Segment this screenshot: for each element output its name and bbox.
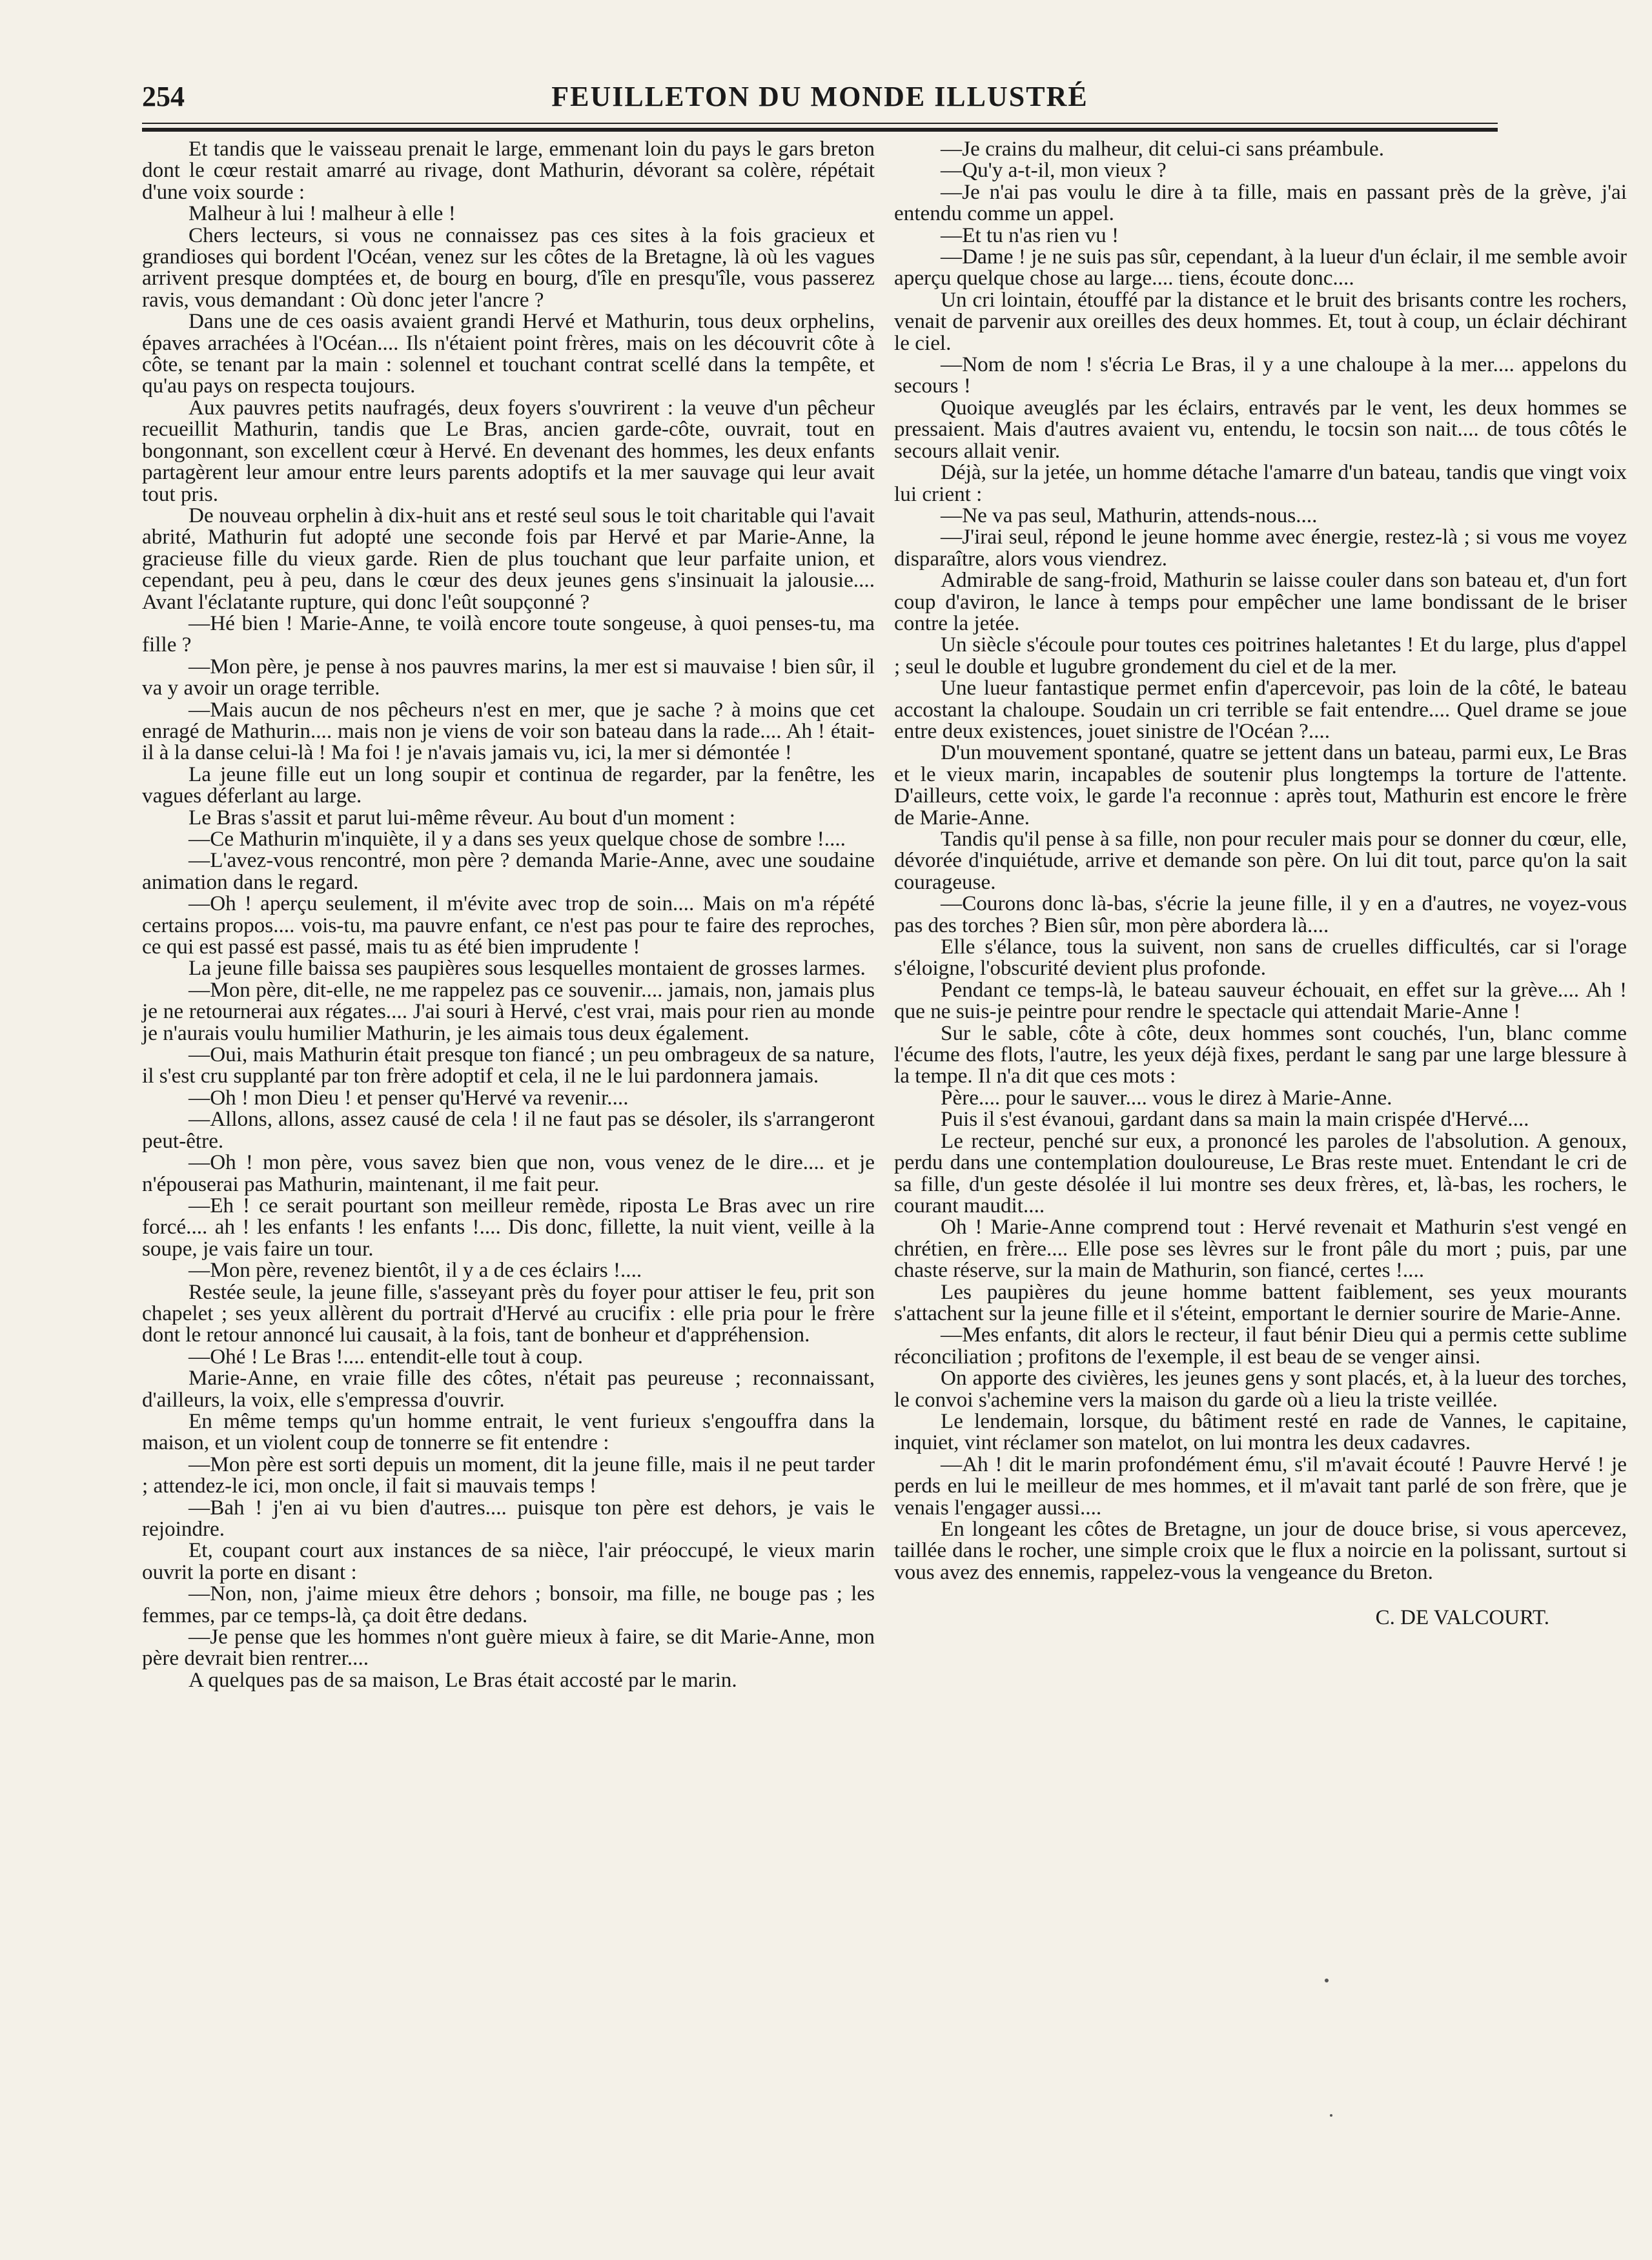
paragraph: La jeune fille baissa ses paupières sous lesquelles montaient de grosses larmes. (189, 956, 866, 981)
paragraph: Déjà, sur la jetée, un homme détache l'amarre d'un bateau, tandis que vingt voix lui crient : (894, 460, 1627, 506)
paragraph: Puis il s'est évanoui, gardant dans sa main la main crispée d'Hervé.... (941, 1107, 1529, 1132)
paragraph: —Oui, mais Mathurin était presque ton fiancé ; un peu ombrageux de sa nature, il s'est cru supplanté par ton frère adoptif et cela, il ne le lui pardonnera jamais. (142, 1043, 875, 1088)
paragraph: Dans une de ces oasis avaient grandi Hervé et Mathurin, tous deux orphelins, épaves arrachées à l'Océan.... Ils n'étaient point frères, mais on les découvrit côte à côte, se tenant par la main : solennel et touchant contrat scellé dans la tempête, et qu'au pays on respecta toujours. (142, 309, 875, 398)
paragraph: A quelques pas de sa maison, Le Bras était accosté par le marin. (189, 1667, 737, 1692)
paragraph: Elle s'élance, tous la suivent, non sans de cruelles difficultés, car si l'orage s'éloigne, l'obscurité devient plus profonde. (894, 935, 1627, 981)
paragraph: —Qu'y a-t-il, mon vieux ? (941, 158, 1167, 183)
paragraph: —Mais aucun de nos pêcheurs n'est en mer, que je sache ? à moins que cet enragé de Mathurin.... mais non je viens de voir son bateau dans la rade.... Ah ! était-il à la danse celui-là ! Ma foi ! je n'avais jamais vu, ici, la mer si démontée ! (142, 697, 875, 765)
paragraph: Quoique aveuglés par les éclairs, entravés par le vent, les deux hommes se pressaient. Mais d'autres avaient vu, entendu, le tocsin son nait.... de tous côtés le secours allait venir. (894, 395, 1627, 463)
paragraph: Un cri lointain, étouffé par la distance et le bruit des brisants contre les rochers, venait de parvenir aux oreilles des deux hommes. Et, tout à coup, un éclair déchirant le ciel. (894, 287, 1627, 355)
page-number: 254 (142, 81, 185, 112)
paragraph: —Ne va pas seul, Mathurin, attends-nous.... (941, 503, 1318, 527)
paragraph: Un siècle s'écoule pour toutes ces poitrines haletantes ! Et du large, plus d'appel ; seul le double et lugubre grondement du ciel et de la mer. (894, 633, 1627, 678)
paragraph: La jeune fille eut un long soupir et continua de regarder, par la fenêtre, les vagues déferlant au large. (142, 762, 875, 808)
paragraph: —Dame ! je ne suis pas sûr, cependant, à la lueur d'un éclair, il me semble avoir aperçu quelque chose au large.... tiens, écoute donc.... (894, 245, 1627, 290)
paragraph: —L'avez-vous rencontré, mon père ? demanda Marie-Anne, avec une soudaine animation dans le regard. (142, 848, 875, 894)
paragraph: On apporte des civières, les jeunes gens y sont placés, et, à la lueur des torches, le convoi s'achemine vers la maison du garde où a lieu la triste veillée. (894, 1366, 1627, 1412)
paragraph: —Eh ! ce serait pourtant son meilleur remède, riposta Le Bras avec un rire forcé.... ah ! les enfants ! les enfants !.... Dis donc, fillette, la nuit vient, veille à la soupe, je vais faire un tour. (142, 1193, 875, 1261)
paragraph: Malheur à lui ! malheur à elle ! (189, 201, 456, 226)
paragraph: —Mon père, je pense à nos pauvres marins, la mer est si mauvaise ! bien sûr, il va y avoir un orage terrible. (142, 654, 875, 700)
paragraph: Les paupières du jeune homme battent faiblement, ses yeux mourants s'attachent sur la jeune fille et il s'éteint, emportant le dernier sourire de Marie-Anne. (894, 1279, 1627, 1325)
paragraph: —Oh ! aperçu seulement, il m'évite avec trop de soin.... Mais on m'a répété certains propos.... vois-tu, ma pauvre enfant, ce n'est pas pour te faire des reproches, ce qui est passé est passé, mais tu as été bien imprudente ! (142, 891, 875, 959)
paragraph: —Et tu n'as rien vu ! (941, 223, 1119, 247)
paragraph: Oh ! Marie-Anne comprend tout : Hervé revenait et Mathurin s'est vengé en chrétien, en frère.... Elle pose ses lèvres sur le front pâle du mort ; puis, par une chaste réserve, sur la main de Mathurin, son fiancé, certes !.... (894, 1215, 1627, 1283)
right-column-paragraphs (894, 138, 1627, 1583)
paragraph: —Je n'ai pas voulu le dire à ta fille, mais en passant près de la grève, j'ai entendu comme un appel. (894, 179, 1627, 226)
paragraph: Sur le sable, côte à côte, deux hommes sont couchés, l'un, blanc comme l'écume des flots, l'autre, les yeux déjà fixes, perdant le sang par une large blessure à la tempe. Il n'a dit que ces mots : (894, 1021, 1627, 1088)
paragraph: —Non, non, j'aime mieux être dehors ; bonsoir, ma fille, ne bouge pas ; les femmes, par ce temps-là, ça doit être dedans. (142, 1582, 875, 1627)
right-column (894, 138, 1627, 1629)
paragraph: —Je pense que les hommes n'ont guère mieux à faire, se dit Marie-Anne, mon père devrait bien rentrer.... (142, 1625, 875, 1671)
paragraph: —Allons, allons, assez causé de cela ! il ne faut pas se désoler, ils s'arrangeront peut-être. (142, 1107, 875, 1153)
paragraph: —Oh ! mon père, vous savez bien que non, vous venez de le dire.... et je n'épouserai pas Mathurin, maintenant, il me fait peur. (142, 1150, 875, 1196)
paragraph: Restée seule, la jeune fille, s'asseyant près du foyer pour attiser le feu, prit son chapelet ; ses yeux allèrent du portrait d'Hervé au crucifix : elle pria pour le frère dont le retour annoncé lui causait, à la fois, tant de bonheur et d'appréhension. (142, 1279, 875, 1347)
paragraph: —Hé bien ! Marie-Anne, te voilà encore toute songeuse, à quoi penses-tu, ma fille ? (142, 611, 875, 657)
paragraph: Et, coupant court aux instances de sa nièce, l'air préoccupé, le vieux marin ouvrit la porte en disant : (142, 1538, 875, 1584)
paragraph: —J'irai seul, répond le jeune homme avec énergie, restez-là ; si vous me voyez disparaître, alors vous viendrez. (894, 525, 1627, 571)
paragraph: Le lendemain, lorsque, du bâtiment resté en rade de Vannes, le capitaine, inquiet, vint réclamer son matelot, on lui montra les deux cadavres. (894, 1409, 1627, 1455)
paragraph: —Ce Mathurin m'inquiète, il y a dans ses yeux quelque chose de sombre !.... (189, 827, 846, 851)
paragraph: Le Bras s'assit et parut lui-même rêveur. Au bout d'un moment : (189, 805, 736, 830)
paragraph: De nouveau orphelin à dix-huit ans et resté seul sous le toit charitable qui l'avait abrité, Mathurin fut adopté une seconde fois par Hervé et par Marie-Anne, la gracieuse fille du vieux garde. Rien de plus touchant que leur parfaite union, et cependant, peu à peu, dans le cœur des deux jeunes gens s'insinuait la jalousie.... Avant l'éclatante rupture, qui donc l'eût soupçonné ? (142, 503, 875, 614)
paragraph: En longeant les côtes de Bretagne, un jour de douce brise, si vous apercevez, taillée dans le rocher, une simple croix que le flux a noircie en la polissant, surtout si vous avez des ennemis, rappelez-vous la vengeance du Breton. (894, 1517, 1627, 1584)
paragraph: —Je crains du malheur, dit celui-ci sans préambule. (941, 137, 1385, 161)
paragraph: —Oh ! mon Dieu ! et penser qu'Hervé va revenir.... (189, 1085, 629, 1110)
paragraph: Aux pauvres petits naufragés, deux foyers s'ouvrirent : la veuve d'un pêcheur recueillit Mathurin, tandis que Le Bras, ancien garde-côte, ouvrait, tout en bongonnant, son excellent cœur à Hervé. En devenant des hommes, les deux enfants partagèrent leur amour entre leurs parents adoptifs et la mer sauvage qui leur avait tout pris. (142, 395, 875, 506)
paragraph: Et tandis que le vaisseau prenait le large, emmenant loin du pays le gars breton dont le cœur restait amarré au rivage, dont Mathurin, dévorant sa colère, répétait d'une voix sourde : (142, 137, 875, 204)
paragraph: Chers lecteurs, si vous ne connaissez pas ces sites à la fois gracieux et grandioses qui bordent l'Océan, venez sur les côtes de la Bretagne, là où les vagues arrivent presque domptées et, de bourg en bourg, d'île en presqu'île, vous passerez ravis, vous demandant : Où donc jeter l'ancre ? (142, 223, 875, 312)
paragraph: —Nom de nom ! s'écria Le Bras, il y a une chaloupe à la mer.... appelons du secours ! (894, 352, 1627, 398)
print-speck (1325, 1979, 1329, 1982)
paragraph: —Mon père, revenez bientôt, il y a de ces éclairs !.... (189, 1258, 642, 1283)
paragraph: Père.... pour le sauver.... vous le direz à Marie-Anne. (941, 1085, 1392, 1110)
paragraph: Admirable de sang-froid, Mathurin se laisse couler dans son bateau et, d'un fort coup d'aviron, le lance à temps pour empêcher une lame bondissant de le briser contre la jetée. (894, 568, 1627, 635)
header-rule-thick (142, 128, 1498, 132)
journal-title: FEUILLETON DU MONDE ILLUSTRÉ (551, 81, 1088, 112)
paragraph: Marie-Anne, en vraie fille des côtes, n'était pas peureuse ; reconnaissant, d'ailleurs, la voix, elle s'empressa d'ouvrir. (142, 1366, 875, 1412)
paragraph: —Mon père, dit-elle, ne me rappelez pas ce souvenir.... jamais, non, jamais plus je ne retournerai aux régates.... J'ai souri à Hervé, c'est vrai, mais pour rien au monde je n'aurais voulu humilier Mathurin, je les aimais tous deux également. (142, 977, 875, 1045)
paragraph: Une lueur fantastique permet enfin d'apercevoir, pas loin de la côté, le bateau accostant la chaloupe. Soudain un cri terrible se fait entendre.... Quel drame se joue entre deux existences, jouet sinistre de l'Océan ?.... (894, 676, 1627, 743)
paragraph: —Courons donc là-bas, s'écrie la jeune fille, il y en a d'autres, ne voyez-vous pas des torches ? Bien sûr, mon père abordera là.... (894, 891, 1627, 937)
paragraph: —Mon père est sorti depuis un moment, dit la jeune fille, mais il ne peut tarder ; attendez-le ici, mon oncle, il fait si mauvais temps ! (142, 1452, 875, 1498)
paragraph: —Ohé ! Le Bras !.... entendit-elle tout à coup. (189, 1344, 584, 1369)
paragraph: D'un mouvement spontané, quatre se jettent dans un bateau, parmi eux, Le Bras et le vieux marin, incapables de soutenir plus longtemps la torture de l'attente. D'ailleurs, cette voix, le garde l'a reconnue : après tout, Mathurin est encore le frère de Marie-Anne. (894, 740, 1627, 830)
paragraph: Le recteur, penché sur eux, a prononcé les paroles de l'absolution. A genoux, perdu dans une contemplation douloureuse, Le Bras reste muet. Entendant le cri de sa fille, d'un geste désolée il lui montre ses deux frères, et, là-bas, les rochers, le courant maudit.... (894, 1128, 1627, 1217)
paragraph: —Ah ! dit le marin profondément ému, s'il m'avait écouté ! Pauvre Hervé ! je perds en lui le meilleur de mes hommes, et il m'avait tant parlé de son frère, que je venais l'engager aussi.... (894, 1452, 1627, 1520)
paragraph: —Mes enfants, dit alors le recteur, il faut bénir Dieu qui a permis cette sublime réconciliation ; profitons de l'exemple, il est beau de se venger ainsi. (894, 1323, 1627, 1369)
paragraph: En même temps qu'un homme entrait, le vent furieux s'engouffra dans la maison, et un violent coup de tonnerre se fit entendre : (142, 1409, 875, 1455)
page-header (142, 77, 1498, 123)
author-signature: C. DE VALCOURT. (1375, 1606, 1549, 1630)
print-speck (1330, 2114, 1332, 2117)
paragraph: —Bah ! j'en ai vu bien d'autres.... puisque ton père est dehors, je vais le rejoindre. (142, 1495, 875, 1541)
left-column (142, 138, 875, 1691)
header-rule-thin (142, 123, 1498, 124)
paragraph: Tandis qu'il pense à sa fille, non pour reculer mais pour se donner du cœur, elle, dévorée d'inquiétude, arrive et demande son père. On lui dit tout, parce qu'on la sait courageuse. (894, 827, 1627, 894)
paragraph: Pendant ce temps-là, le bateau sauveur échouait, en effet sur la grève.... Ah ! que ne suis-je peintre pour rendre le spectacle qui attendait Marie-Anne ! (894, 977, 1627, 1024)
